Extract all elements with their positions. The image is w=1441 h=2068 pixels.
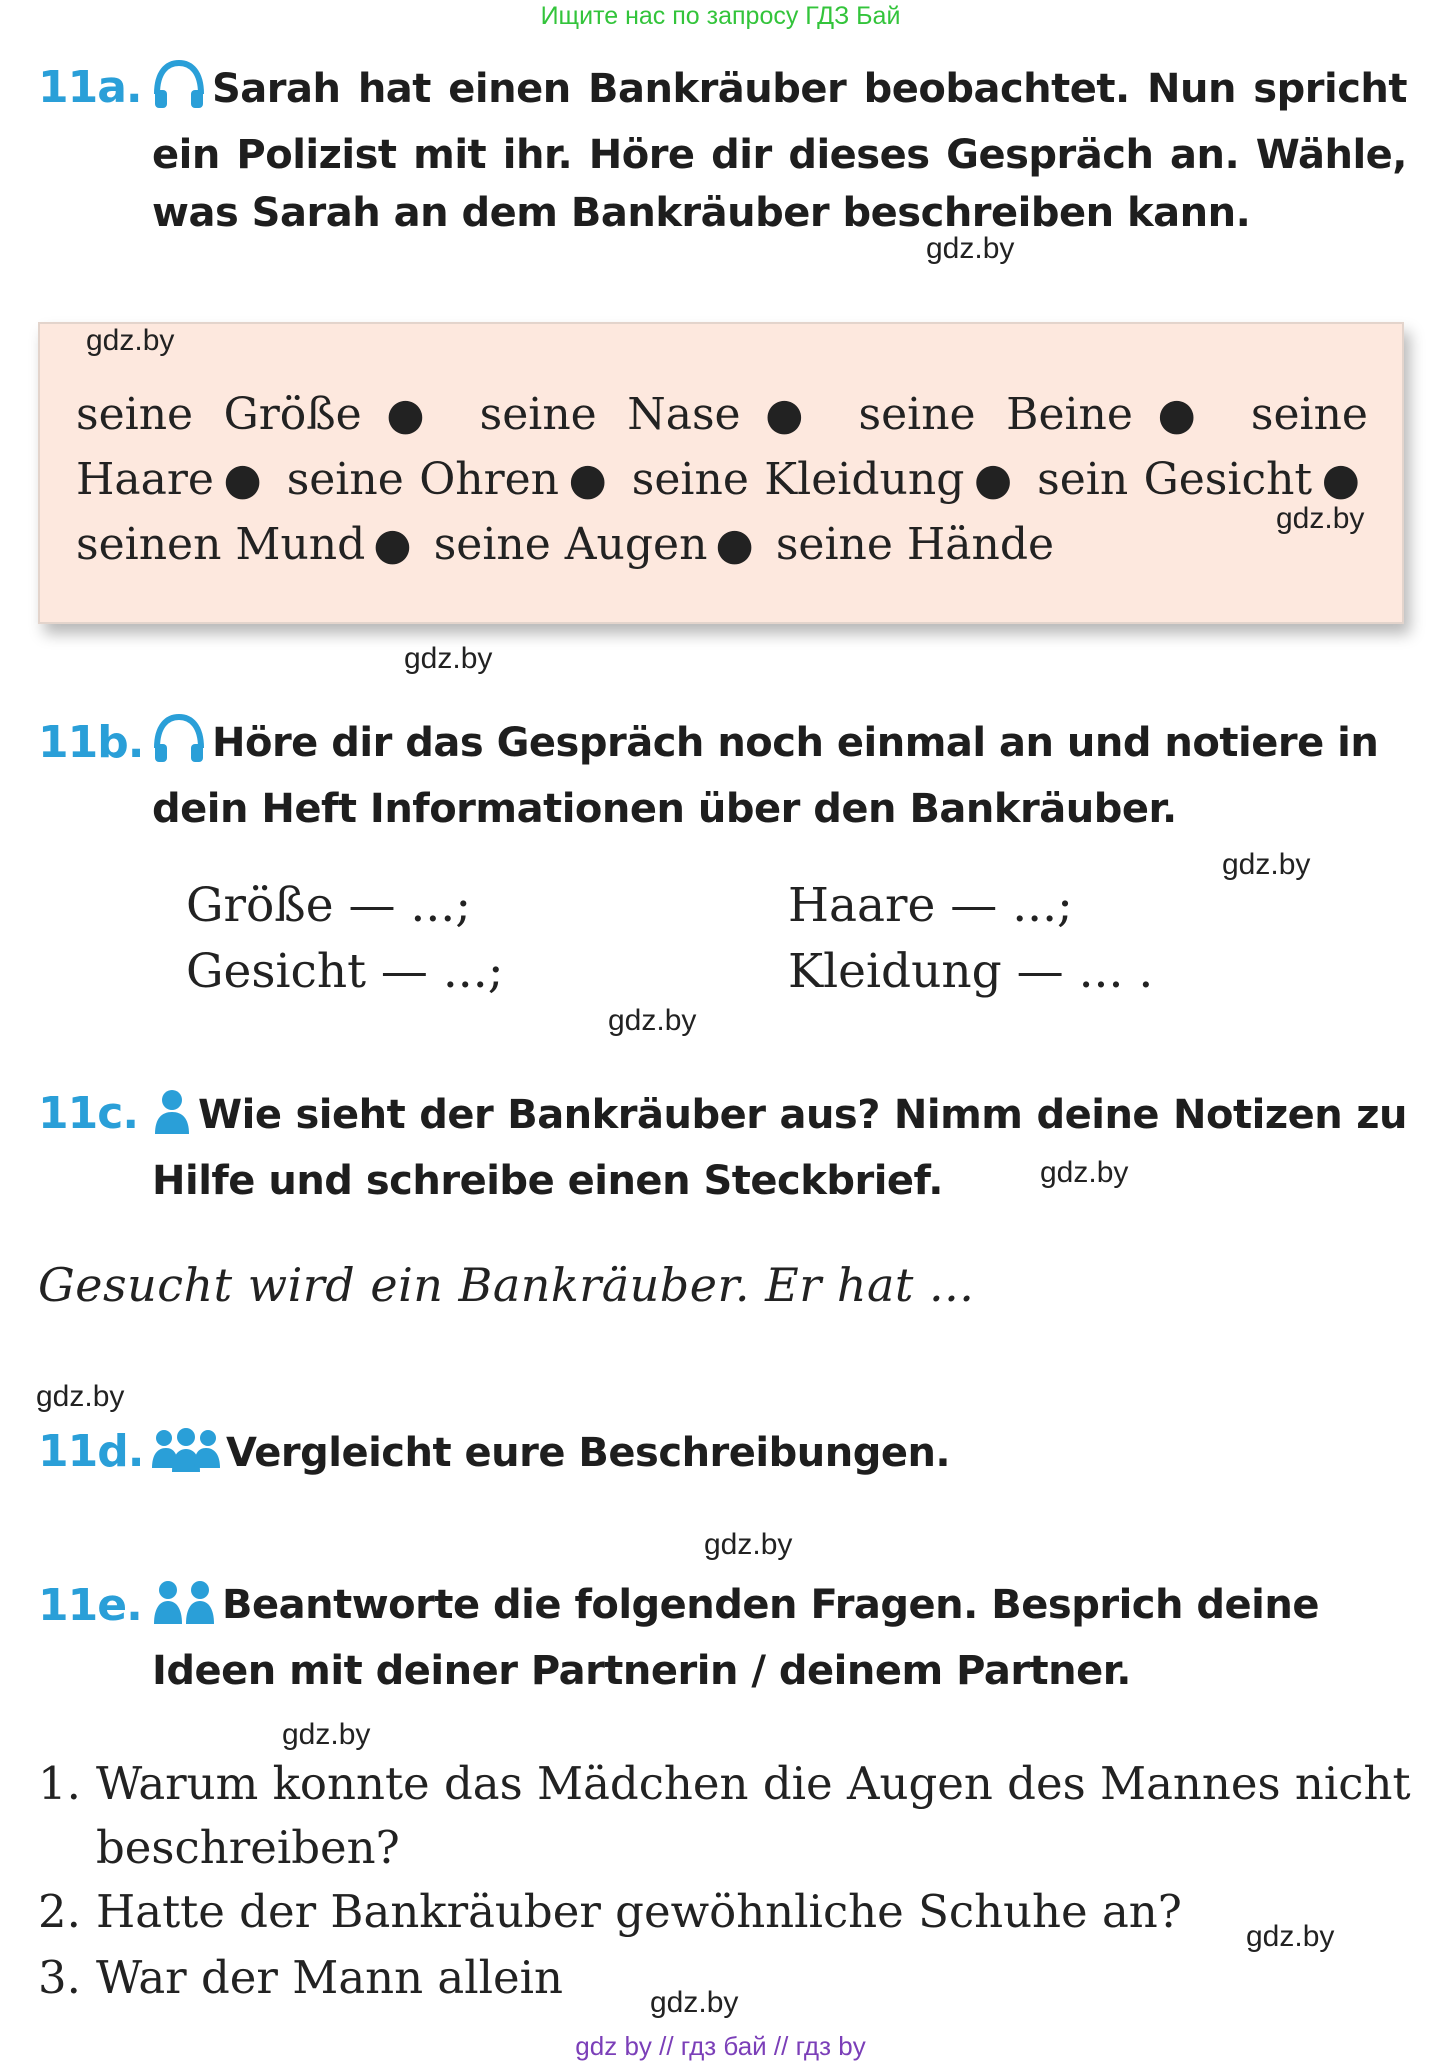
option-ohren: seine Ohren — [286, 454, 560, 505]
option-mund: seinen Mund — [76, 519, 366, 570]
watermark: gdz.by — [650, 1986, 739, 2019]
watermark: gdz.by — [1040, 1156, 1129, 1189]
note-gesicht: Gesicht — ...; — [186, 944, 504, 999]
note-haare: Haare — ...; — [788, 878, 1073, 933]
exercise-11d-number: 11d. — [38, 1426, 144, 1477]
watermark: gdz.by — [86, 324, 175, 357]
watermark: gdz.by — [404, 642, 493, 675]
exercise-11e-number: 11e. — [38, 1580, 142, 1631]
watermark: gdz.by — [1276, 502, 1365, 535]
option-haende: seine Hände — [775, 519, 1055, 570]
top-banner[interactable]: Ищите нас по запросу ГДЗ Бай — [540, 2, 901, 30]
question-2-number: 2. — [38, 1885, 81, 1938]
person-icon — [152, 1088, 192, 1152]
option-augen: seine Augen — [433, 519, 708, 570]
exercise-11e-instruction: Beantworte die folgenden Fragen. Besprich deine Ideen mit deiner Partnerin / deinem Partner. — [152, 1582, 1319, 1694]
word-box-options: seine Größe ● seine Nase ● seine Beine ● seine Haare ● seine Ohren ● seine Kleidung ● sein Gesicht ● seinen Mund ● seine Augen ● seine Hände — [76, 389, 1368, 570]
option-nase: seine Nase — [479, 389, 741, 440]
watermark: gdz.by — [1246, 1920, 1335, 1953]
watermark: gdz.by — [704, 1528, 793, 1561]
option-kleidung: seine Kleidung — [631, 454, 965, 505]
exercise-11b-number: 11b. — [38, 717, 144, 768]
option-groesse: seine Größe — [76, 389, 362, 440]
option-beine: seine Beine — [858, 389, 1133, 440]
watermark: gdz.by — [926, 232, 1015, 265]
watermark: gdz.by — [282, 1718, 371, 1751]
group-icon — [152, 1428, 220, 1490]
exercise-11b-instruction: Höre dir das Gespräch noch einmal an und notiere in dein Heft Informationen über den Bankräuber. — [152, 714, 1407, 838]
question-3-number: 3. — [38, 1951, 81, 2004]
example-line: Gesucht wird ein Bankräuber. Er hat ... — [38, 1258, 975, 1312]
footer-links[interactable]: gdz by // гдз бай // гдз by — [575, 2031, 866, 2061]
exercise-11d-instruction: Vergleicht eure Beschreibungen. — [152, 1424, 1407, 1490]
question-1-continuation: beschreiben? — [96, 1821, 400, 1874]
watermark: gdz.by — [36, 1380, 125, 1413]
headphones-icon — [152, 714, 206, 780]
question-2-text: Hatte der Bankräuber gewöhnliche Schuhe an? — [96, 1885, 1182, 1938]
headphones-icon — [152, 60, 206, 126]
note-kleidung: Kleidung — ... . — [788, 944, 1154, 999]
exercise-11a-instruction: Sarah hat einen Bankräuber beobachtet. Nun spricht ein Polizist mit ihr. Höre dir dieses Gespräch an. Wähle, was Sarah an dem Bankräuber beschreiben kann. — [152, 60, 1407, 242]
watermark: gdz.by — [608, 1004, 697, 1037]
question-1-number: 1. — [38, 1757, 81, 1810]
pair-icon — [152, 1580, 216, 1642]
option-haare: seine Haare — [76, 389, 1368, 505]
exercise-11a-number: 11a. — [38, 62, 142, 113]
exercise-11c-number: 11c. — [38, 1088, 139, 1139]
option-gesicht: sein Gesicht — [1037, 454, 1313, 505]
exercise-11c-instruction: Wie sieht der Bankräuber aus? Nimm deine Notizen zu Hilfe und schreibe einen Steckbrief. — [152, 1086, 1407, 1210]
question-1-text: Warum konnte das Mädchen die Augen des Mannes nicht — [96, 1757, 1411, 1810]
question-3-text: War der Mann allein — [96, 1951, 564, 2004]
note-groesse: Größe — ...; — [186, 878, 472, 933]
watermark: gdz.by — [1222, 848, 1311, 881]
